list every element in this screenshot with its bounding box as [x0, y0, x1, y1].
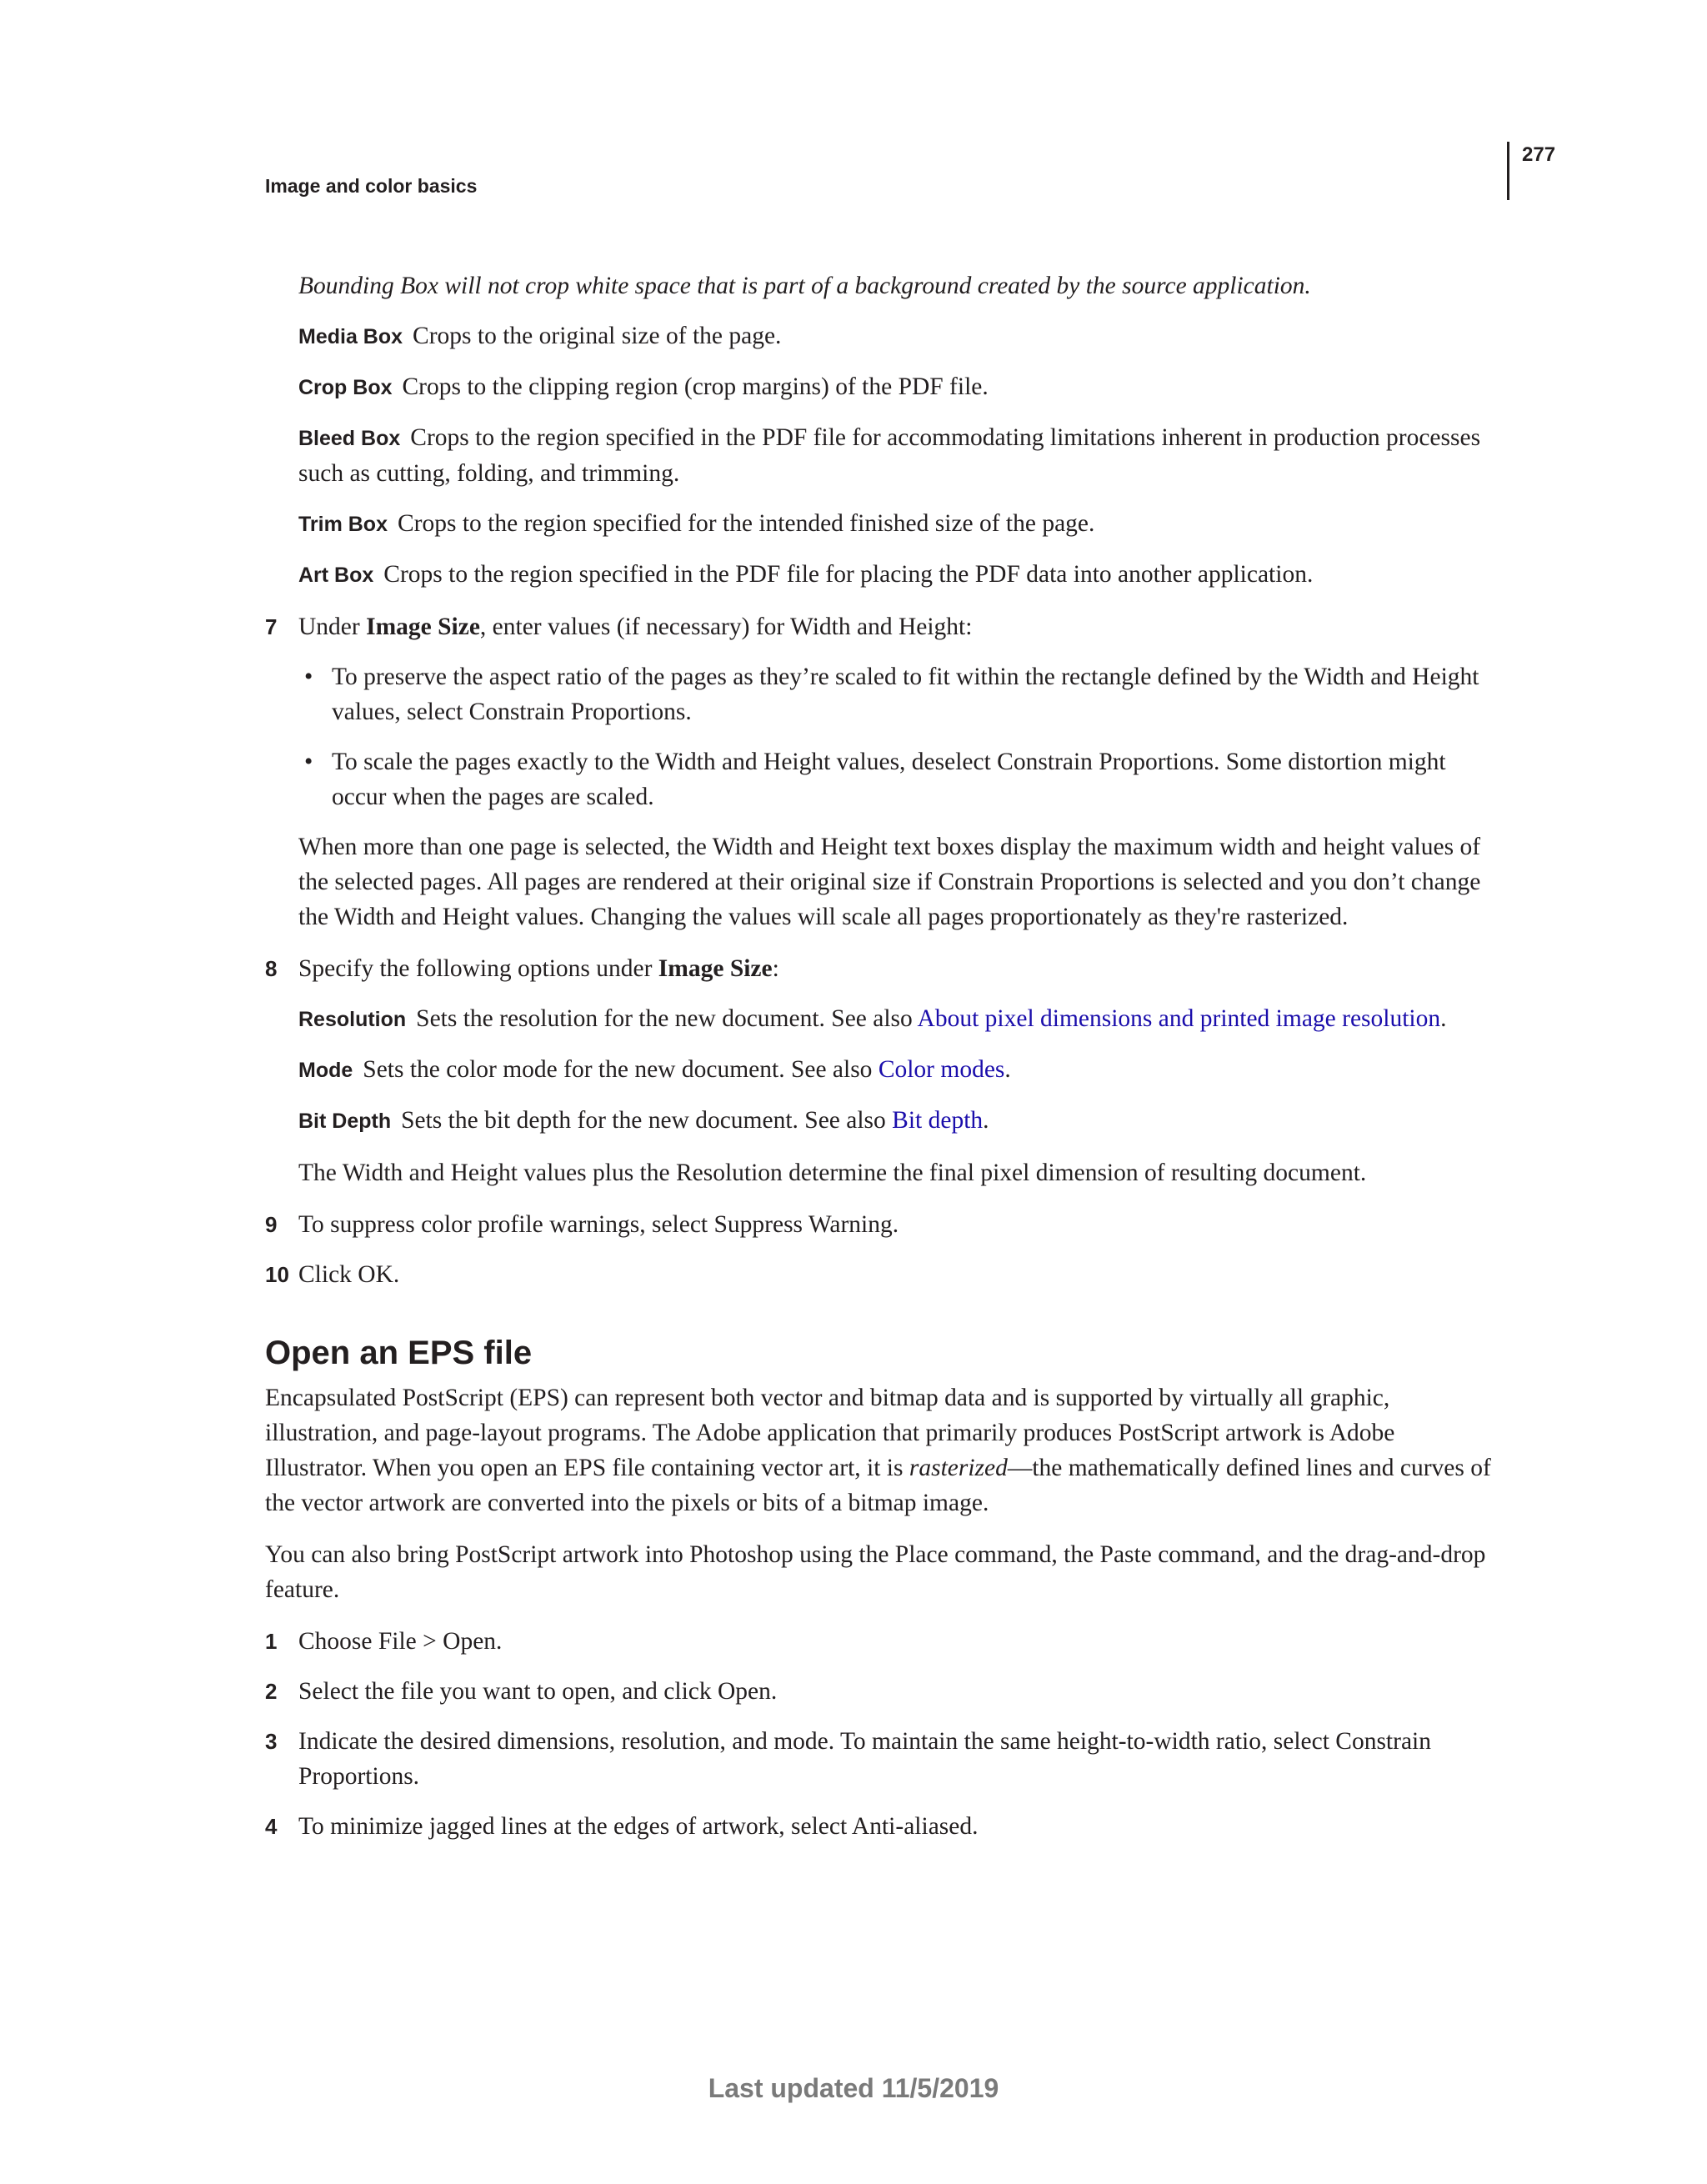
bullet-icon: • — [304, 749, 313, 775]
paragraph-text: Encapsulated PostScript (EPS) can represent both vector and bitmap data and is supported by virtually all graphic, illustration, and page-layout programs. The Adobe application that primarily produces PostScript artwork is Adobe Illustrator. When you open an EPS file containing vector art, it is — [265, 1385, 1395, 1481]
step-9 — [265, 1207, 1499, 1242]
step-7 — [265, 609, 1499, 644]
term-description: Sets the color mode for the new document. See also — [363, 1056, 879, 1083]
step-text: , enter values (if necessary) for Width and Height: — [479, 614, 973, 640]
step-text: Choose File > Open. — [298, 1628, 503, 1655]
step-number: 3 — [265, 1729, 278, 1754]
eps-step-4 — [265, 1809, 1499, 1844]
crop-option-media-box — [298, 318, 1499, 354]
running-head: Image and color basics — [265, 175, 478, 197]
term-label: Trim Box — [298, 513, 388, 536]
step-number: 1 — [265, 1629, 278, 1654]
step-text: To suppress color profile warnings, select Suppress Warning. — [298, 1211, 899, 1238]
term-description: Crops to the region specified for the intended finished size of the page. — [397, 510, 1095, 537]
step-10 — [265, 1257, 1499, 1292]
eps-step-3 — [265, 1724, 1499, 1794]
term-description-end: . — [1440, 1005, 1447, 1032]
eps-paragraph-1 — [265, 1380, 1499, 1520]
bullet-text: To scale the pages exactly to the Width and Height values, deselect Constrain Proportions. Some distortion might occur when the pages are scaled. — [332, 749, 1446, 810]
term-label: Resolution — [298, 1008, 407, 1031]
paragraph-text: —the mathematically defined lines and curves of the vector artwork are converted into the pixels or bits of a bitmap image. — [265, 1455, 1491, 1516]
link-bit-depth[interactable]: Bit depth — [892, 1107, 984, 1134]
term-label: Art Box — [298, 564, 374, 587]
term-label: Media Box — [298, 325, 403, 348]
option-bit-depth — [298, 1103, 1499, 1139]
term-description-end: . — [1004, 1056, 1011, 1083]
term-description-end: . — [983, 1107, 989, 1134]
footer-last-updated: Last updated 11/5/2019 — [708, 2073, 999, 2103]
term-description: Crops to the region specified in the PDF file for placing the PDF data into another application. — [383, 561, 1314, 588]
step-text: Specify the following options under — [298, 955, 658, 982]
link-color-modes[interactable]: Color modes — [878, 1056, 1005, 1083]
term-label: Crop Box — [298, 376, 393, 399]
step-number: 10 — [265, 1262, 289, 1287]
option-resolution — [298, 1001, 1499, 1037]
step-number: 2 — [265, 1679, 278, 1704]
bullet-text: To preserve the aspect ratio of the pages as they’re scaled to fit within the rectangle defined by the Width and Height values, select Constrain Proportions. — [332, 664, 1479, 725]
crop-option-bleed-box — [298, 420, 1499, 491]
step-number: 7 — [265, 614, 278, 639]
bullet-icon: • — [304, 664, 313, 690]
crop-option-art-box — [298, 557, 1499, 593]
step-8 — [265, 951, 1499, 986]
term-label: Bleed Box — [298, 427, 401, 450]
step-text: Click OK. — [298, 1261, 400, 1288]
step-text: Under — [298, 614, 367, 640]
term-label: Mode — [298, 1059, 353, 1082]
step-text-bold: Image Size — [658, 955, 773, 982]
eps-step-2 — [265, 1674, 1499, 1709]
term-description: Sets the bit depth for the new document. See also — [401, 1107, 893, 1134]
eps-paragraph-2: You can also bring PostScript artwork into Photoshop using the Place command, the Paste command, and the drag-and-drop feature. — [265, 1541, 1486, 1603]
step-number: 8 — [265, 956, 278, 981]
crop-option-crop-box — [298, 369, 1499, 405]
crop-option-trim-box — [298, 506, 1499, 542]
header-rule — [1507, 142, 1509, 200]
link-pixel-dimensions[interactable]: About pixel dimensions and printed image resolution — [917, 1005, 1441, 1032]
step-8-note: The Width and Height values plus the Resolution determine the final pixel dimension of resulting document. — [298, 1160, 1367, 1186]
option-mode — [298, 1052, 1499, 1088]
term-description: Sets the resolution for the new document. See also — [416, 1005, 918, 1032]
step-number: 4 — [265, 1814, 278, 1839]
step-number: 9 — [265, 1212, 278, 1237]
bullet-item — [265, 659, 1499, 729]
term-description: Crops to the clipping region (crop margins) of the PDF file. — [402, 373, 989, 400]
step-text: Select the file you want to open, and click Open. — [298, 1678, 778, 1705]
step-text: To minimize jagged lines at the edges of artwork, select Anti-aliased. — [298, 1813, 979, 1840]
page-number: 277 — [1522, 143, 1556, 166]
term-description: Crops to the original size of the page. — [413, 323, 782, 349]
bullet-item — [265, 744, 1499, 814]
step-text: Indicate the desired dimensions, resolution, and mode. To maintain the same height-to-width ratio, select Constrain Proportions. — [298, 1728, 1431, 1790]
step-text-bold: Image Size — [366, 614, 480, 640]
step-7-note: When more than one page is selected, the Width and Height text boxes display the maximum width and height values of the selected pages. All pages are rendered at their original size if Constrain Proportions is selected and you don’t change the Width and Height values. Changing the values will scale all pages proportionately as they're rasterized. — [298, 834, 1481, 930]
eps-step-1 — [265, 1624, 1499, 1659]
intro-note: Bounding Box will not crop white space that is part of a background created by the source application. — [298, 273, 1311, 299]
step-text: : — [772, 955, 779, 982]
paragraph-italic: rasterized — [909, 1455, 1008, 1481]
page-content — [265, 268, 1499, 1844]
term-label: Bit Depth — [298, 1110, 392, 1133]
section-heading: Open an EPS file — [265, 1335, 533, 1371]
term-description: Crops to the region specified in the PDF file for accommodating limitations inherent in production processes such as cutting, folding, and trimming. — [298, 424, 1481, 487]
